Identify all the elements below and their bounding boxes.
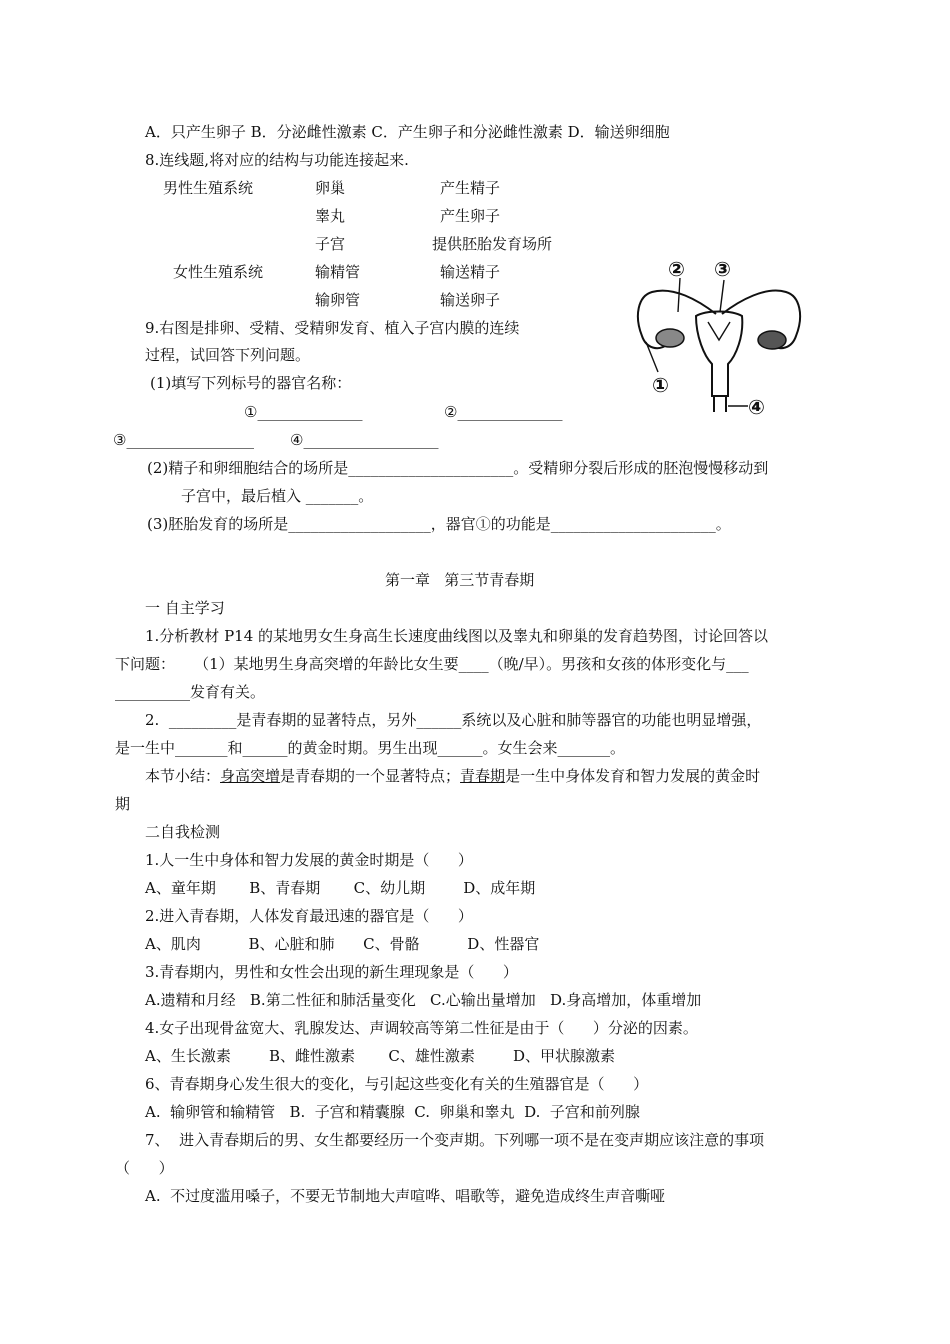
part2-heading: 二自我检测 bbox=[145, 823, 221, 841]
part2-line: 3.青春期内，男性和女性会出现的新生理现象是（ ） bbox=[145, 963, 518, 981]
q9-intro: 9.右图是排卵、受精、受精卵发育、植入子宫内膜的连续 bbox=[145, 319, 520, 337]
figure-label-4: ④ bbox=[748, 395, 765, 419]
summary-mid: 是青春期的一个显著特点； bbox=[280, 767, 461, 785]
q8-function: 产生精子 bbox=[440, 179, 501, 197]
part1-q1: 1.分析教材 P14 的某地男女生身高生长速度曲线图以及睾丸和卵巢的发育趋势图，讨论回答以 bbox=[145, 627, 769, 645]
summary-term-puberty: 青春期 bbox=[460, 767, 506, 785]
q8-left-male: 男性生殖系统 bbox=[163, 179, 254, 197]
q9-blank-2: ②______________ bbox=[444, 403, 563, 421]
summary-end: 是一生中身体发育和智力发展的黄金时 bbox=[505, 767, 761, 785]
part2-line: 6、青春期身心发生很大的变化，与引起这些变化有关的生殖器官是（ ） bbox=[145, 1075, 649, 1093]
q8-organ: 输卵管 bbox=[315, 291, 361, 309]
q8-organ: 卵巢 bbox=[315, 179, 346, 197]
summary-term-growth: 身高突增 bbox=[220, 767, 281, 785]
section-title: 第一章 第三节青春期 bbox=[385, 571, 535, 589]
part1-summary bbox=[145, 766, 760, 786]
part2-line: A、肌肉 B、心脏和肺 C、骨骼 D、性器官 bbox=[145, 935, 540, 953]
q8-function: 输送卵子 bbox=[440, 291, 501, 309]
right-ovary bbox=[758, 331, 786, 349]
q8-organ: 输精管 bbox=[315, 263, 361, 281]
q9-part3: (3)胚胎发育的场所是___________________，器官①的功能是______________________。 bbox=[147, 515, 731, 533]
q8-function: 产生卵子 bbox=[440, 207, 501, 225]
q8-organ: 子宫 bbox=[315, 235, 346, 253]
q9-blank-3: ③_________________ bbox=[113, 431, 254, 449]
q9-part2-cont: 子宫中，最后植入 _______。 bbox=[181, 487, 374, 505]
figure-label-1: ① bbox=[652, 373, 669, 397]
part2-line: A、生长激素 B、雌性激素 C、雄性激素 D、甲状腺激素 bbox=[145, 1047, 616, 1065]
q8-title: 8.连线题,将对应的结构与功能连接起来. bbox=[145, 151, 409, 169]
uterus-body bbox=[696, 312, 742, 397]
q8-organ: 睾丸 bbox=[315, 207, 346, 225]
part2-line: （ ） bbox=[115, 1159, 174, 1177]
q9-part1: (1)填写下列标号的器官名称： bbox=[150, 374, 352, 392]
part1-heading: 一 自主学习 bbox=[145, 599, 225, 617]
part1-q2-cont: 是一生中_______和______的黄金时期。男生出现______。女生会来_______。 bbox=[115, 739, 626, 757]
uterus-cavity bbox=[708, 322, 730, 340]
q9-part2: (2)精子和卵细胞结合的场所是______________________。受精卵分裂后形成的胚泡慢慢移动到 bbox=[147, 459, 769, 477]
part2-line: 2.进入青春期，人体发育最迅速的器官是（ ） bbox=[145, 907, 473, 925]
part2-line: 7、 进入青春期后的男、女生都要经历一个变声期。下列哪一项不是在变声期应该注意的事项 bbox=[145, 1131, 765, 1149]
vagina bbox=[714, 396, 726, 412]
q8-function: 提供胚胎发育场所 bbox=[432, 235, 553, 253]
summary-prefix: 本节小结： bbox=[145, 767, 221, 785]
part1-q1-cont: 下问题： （1）某地男生身高突增的年龄比女生要____（晚/早）。男孩和女孩的体形变化与___ bbox=[115, 655, 749, 673]
part2-line: 1.人一生中身体和智力发展的黄金时期是（ ） bbox=[145, 851, 473, 869]
figure-label-3: ③ bbox=[714, 257, 731, 281]
left-ovary bbox=[656, 329, 684, 347]
q9-intro: 过程，试回答下列问题。 bbox=[145, 346, 311, 364]
q9-blank-4: ④__________________ bbox=[290, 431, 439, 449]
uterus-diagram bbox=[628, 256, 808, 422]
q8-function: 输送精子 bbox=[440, 263, 501, 281]
part1-q1-cont: __________发育有关。 bbox=[115, 683, 266, 701]
part1-summary-cont: 期 bbox=[115, 795, 131, 813]
figure-label-2: ② bbox=[668, 257, 685, 281]
part1-q2: 2. _________是青春期的显著特点，另外______系统以及心脏和肺等器官的功能也明显增强， bbox=[145, 711, 762, 729]
part2-line: A. 不过度滥用嗓子，不要无节制地大声喧哗、唱歌等，避免造成终生声音嘶哑 bbox=[145, 1187, 666, 1205]
part2-line: 4.女子出现骨盆宽大、乳腺发达、声调较高等第二性征是由于（ ）分泌的因素。 bbox=[145, 1019, 698, 1037]
q9-blank-1: ①______________ bbox=[244, 403, 363, 421]
part2-line: A. 输卵管和输精管 B. 子宫和精囊腺 C. 卵巢和睾丸 D. 子宫和前列腺 bbox=[145, 1103, 640, 1121]
q8-left-female: 女性生殖系统 bbox=[173, 263, 264, 281]
q7-options: A．只产生卵子 B．分泌雌性激素 C．产生卵子和分泌雌性激素 D．输送卵细胞 bbox=[145, 123, 670, 141]
part2-line: A、童年期 B、青春期 C、幼儿期 D、成年期 bbox=[145, 879, 536, 897]
part2-line: A.遗精和月经 B.第二性征和肺活量变化 C.心输出量增加 D.身高增加，体重增加 bbox=[145, 991, 702, 1009]
